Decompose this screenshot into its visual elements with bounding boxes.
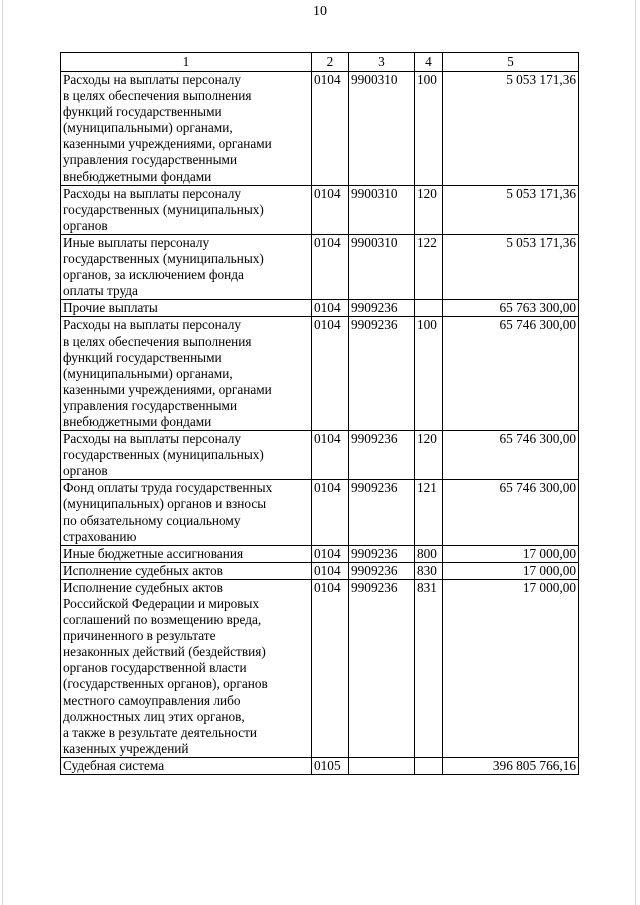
- table-row: [61, 757, 579, 774]
- cell-expense-type: 120: [415, 185, 443, 234]
- cell-amount: 17 000,00: [443, 579, 579, 757]
- table-row: [61, 234, 579, 299]
- cell-name: Фонд оплаты труда государственных (муниципальных) органов и взносы по обязательному социальному страхованию: [61, 480, 312, 545]
- cell-target-article: 9909236: [349, 300, 415, 317]
- cell-section-code: 0105: [312, 757, 349, 774]
- header-col-3: 3: [349, 53, 415, 72]
- header-col-4: 4: [415, 53, 443, 72]
- cell-target-article: 9900310: [349, 72, 415, 186]
- cell-expense-type: 120: [415, 431, 443, 480]
- cell-expense-type: [415, 300, 443, 317]
- cell-name: Иные бюджетные ассигнования: [61, 545, 312, 562]
- table-row: [61, 185, 579, 234]
- header-col-2: 2: [312, 53, 349, 72]
- cell-target-article: 9909236: [349, 545, 415, 562]
- table-row: [61, 300, 579, 317]
- cell-section-code: 0104: [312, 185, 349, 234]
- cell-name: Расходы на выплаты персоналу в целях обеспечения выполнения функций государственными (муниципальными) органами, казенными учреждениями, органами управления государственными внебюджетными фондами: [61, 317, 312, 431]
- header-col-5: 5: [443, 53, 579, 72]
- page-number: 10: [313, 4, 327, 19]
- cell-amount: 65 763 300,00: [443, 300, 579, 317]
- cell-section-code: 0104: [312, 72, 349, 186]
- cell-amount: 5 053 171,36: [443, 185, 579, 234]
- cell-target-article: 9909236: [349, 317, 415, 431]
- cell-name: Судебная система: [61, 757, 312, 774]
- cell-name: Расходы на выплаты персоналу в целях обеспечения выполнения функций государственными (муниципальными) органами, казенными учреждениями, органами управления государственными внебюджетными фондами: [61, 72, 312, 186]
- cell-expense-type: 830: [415, 562, 443, 579]
- cell-amount: 65 746 300,00: [443, 317, 579, 431]
- cell-expense-type: [415, 757, 443, 774]
- cell-section-code: 0104: [312, 562, 349, 579]
- cell-section-code: 0104: [312, 545, 349, 562]
- cell-expense-type: 121: [415, 480, 443, 545]
- cell-name: Расходы на выплаты персоналу государственных (муниципальных) органов: [61, 431, 312, 480]
- scan-edge-right: [635, 0, 636, 905]
- budget-table: [60, 52, 579, 775]
- cell-section-code: 0104: [312, 317, 349, 431]
- cell-expense-type: 100: [415, 72, 443, 186]
- cell-target-article: 9909236: [349, 431, 415, 480]
- cell-amount: 65 746 300,00: [443, 480, 579, 545]
- cell-target-article: 9909236: [349, 579, 415, 757]
- cell-name: Исполнение судебных актов Российской Федерации и мировых соглашений по возмещению вреда, причиненного в результате незаконных действий (бездействия) органов государственной власти (государственных органов), органов местного самоуправления либо должностных лиц этих органов, а также в результате деятельности казенных учреждений: [61, 579, 312, 757]
- cell-target-article: 9900310: [349, 185, 415, 234]
- cell-section-code: 0104: [312, 431, 349, 480]
- cell-name: Исполнение судебных актов: [61, 562, 312, 579]
- table-row: [61, 317, 579, 431]
- cell-target-article: 9900310: [349, 234, 415, 299]
- cell-expense-type: 122: [415, 234, 443, 299]
- cell-name: Расходы на выплаты персоналу государственных (муниципальных) органов: [61, 185, 312, 234]
- table-row: [61, 579, 579, 757]
- cell-target-article: 9909236: [349, 562, 415, 579]
- table-row: [61, 562, 579, 579]
- table-row: [61, 545, 579, 562]
- cell-section-code: 0104: [312, 579, 349, 757]
- cell-expense-type: 800: [415, 545, 443, 562]
- cell-amount: 5 053 171,36: [443, 234, 579, 299]
- table-row: [61, 431, 579, 480]
- cell-section-code: 0104: [312, 480, 349, 545]
- cell-amount: 65 746 300,00: [443, 431, 579, 480]
- cell-target-article: [349, 757, 415, 774]
- header-col-1: 1: [61, 53, 312, 72]
- cell-amount: 396 805 766,16: [443, 757, 579, 774]
- cell-expense-type: 100: [415, 317, 443, 431]
- table-body: [61, 72, 579, 775]
- scan-edge-left: [2, 0, 3, 905]
- table-row: [61, 480, 579, 545]
- cell-name: Прочие выплаты: [61, 300, 312, 317]
- cell-section-code: 0104: [312, 300, 349, 317]
- cell-amount: 17 000,00: [443, 562, 579, 579]
- table-row: [61, 72, 579, 186]
- cell-expense-type: 831: [415, 579, 443, 757]
- cell-target-article: 9909236: [349, 480, 415, 545]
- table-header-row: [61, 53, 579, 72]
- cell-amount: 17 000,00: [443, 545, 579, 562]
- cell-name: Иные выплаты персоналу государственных (муниципальных) органов, за исключением фонда оплаты труда: [61, 234, 312, 299]
- cell-amount: 5 053 171,36: [443, 72, 579, 186]
- cell-section-code: 0104: [312, 234, 349, 299]
